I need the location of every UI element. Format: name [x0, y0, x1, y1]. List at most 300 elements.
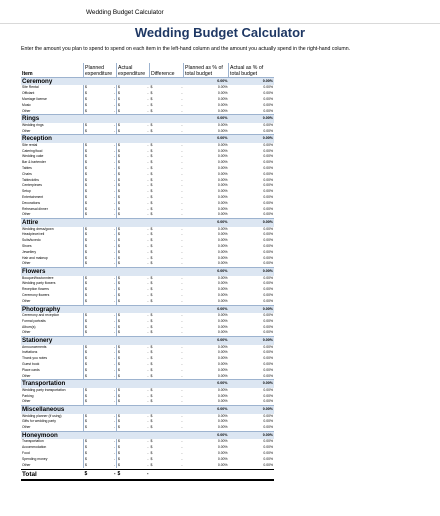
difference-value: - — [181, 393, 183, 398]
currency-symbol: $ — [85, 324, 87, 329]
currency-symbol: $ — [118, 399, 120, 404]
planned-input-content — [85, 425, 115, 431]
currency-symbol: $ — [118, 413, 120, 418]
difference-value: - — [181, 165, 183, 170]
currency-symbol: $ — [85, 97, 87, 101]
currency-symbol: $ — [118, 226, 120, 231]
currency-symbol: $ — [85, 361, 87, 366]
item-label: Other — [22, 330, 31, 335]
amount-value: - — [113, 324, 115, 329]
currency-symbol: $ — [85, 445, 87, 450]
currency-symbol: $ — [118, 261, 120, 266]
currency-symbol: $ — [150, 399, 153, 404]
currency-symbol: $ — [85, 456, 87, 461]
amount-value: - — [113, 85, 115, 90]
header-row — [21, 63, 274, 78]
difference-value: - — [181, 142, 183, 147]
difference-content — [151, 425, 183, 431]
planned-pct: 0.00% — [217, 312, 228, 317]
difference-value: - — [181, 154, 183, 159]
amount-value: - — [113, 367, 115, 372]
actual-pct: 0.00% — [263, 212, 273, 217]
currency-symbol: $ — [85, 298, 87, 303]
currency-symbol: $ — [118, 324, 120, 329]
currency-symbol: $ — [118, 275, 120, 280]
amount-value: - — [147, 387, 149, 392]
planned-pct: 0.00% — [217, 399, 228, 404]
item-label: Centerpieces — [22, 183, 42, 188]
amount-value: - — [113, 189, 115, 194]
actual-input-content — [118, 299, 149, 305]
amount-value: - — [113, 344, 115, 349]
amount-value: - — [147, 275, 149, 280]
planned-pct: 0.00% — [217, 171, 228, 176]
amount-value: - — [147, 287, 149, 292]
item-label: Site rental — [22, 142, 38, 147]
section-actual-pct: 0.00% — [229, 135, 275, 143]
difference-value: - — [181, 255, 183, 260]
amount-value: - — [147, 148, 149, 153]
section-planned-pct: 0.00% — [184, 337, 229, 345]
planned-pct: 0.00% — [217, 122, 228, 127]
planned-pct: 0.00% — [217, 292, 228, 297]
section-actual-pct: 0.00% — [229, 78, 275, 86]
currency-symbol: $ — [118, 189, 120, 194]
difference-value: - — [181, 91, 183, 96]
planned-pct: 0.00% — [217, 177, 228, 182]
section-difference — [150, 219, 184, 227]
item-label: Other — [22, 261, 31, 266]
currency-symbol: $ — [150, 318, 153, 323]
difference-value: - — [181, 344, 183, 349]
item-label: Announcements — [22, 344, 47, 349]
difference-value: - — [181, 281, 183, 286]
section-difference — [150, 431, 184, 439]
currency-symbol: $ — [150, 249, 153, 254]
item-label: Officiant — [22, 91, 35, 96]
total-planned-pct — [184, 470, 229, 481]
item-label: Hair and makeup — [22, 255, 48, 260]
item-label: Music — [22, 102, 31, 107]
section-title: Ceremony — [21, 78, 84, 86]
total-row — [21, 470, 274, 481]
currency-symbol: $ — [150, 413, 153, 418]
planned-pct: 0.00% — [217, 419, 228, 424]
currency-symbol: $ — [150, 194, 153, 199]
currency-symbol: $ — [150, 367, 153, 372]
difference-value: - — [181, 292, 183, 297]
amount-value: - — [113, 471, 116, 478]
item-label: Wedding party transportation — [22, 387, 66, 392]
amount-value: - — [113, 243, 115, 248]
amount-value: - — [147, 298, 149, 303]
section-title: Miscellaneous — [21, 406, 84, 414]
actual-pct: 0.00% — [263, 413, 273, 418]
currency-symbol: $ — [118, 298, 120, 303]
section-actual — [117, 78, 150, 86]
currency-symbol: $ — [118, 419, 120, 424]
planned-pct: 0.00% — [217, 361, 228, 366]
planned-pct: 0.00% — [217, 85, 228, 90]
currency-symbol: $ — [150, 243, 153, 248]
section-title: Flowers — [21, 268, 84, 276]
actual-pct: 0.00% — [263, 102, 273, 107]
currency-symbol: $ — [118, 243, 120, 248]
section-row-stationery — [21, 337, 274, 345]
amount-value: - — [113, 122, 115, 127]
planned-pct: 0.00% — [217, 367, 228, 372]
item-label: Other — [22, 399, 31, 404]
actual-pct: 0.00% — [263, 148, 273, 153]
section-planned — [84, 431, 117, 439]
planned-input-content — [85, 399, 115, 405]
currency-symbol: $ — [150, 445, 153, 450]
item-label: Invitations — [22, 350, 38, 355]
section-title: Photography — [21, 305, 84, 313]
actual-input-content — [118, 399, 149, 405]
section-planned-pct: 0.00% — [184, 78, 229, 86]
currency-symbol: $ — [85, 330, 87, 335]
difference-value: - — [181, 160, 183, 165]
currency-symbol: $ — [85, 243, 87, 248]
difference-value: - — [181, 373, 183, 378]
total-label: Total — [21, 470, 84, 481]
currency-symbol: $ — [150, 142, 153, 147]
amount-value: - — [147, 183, 149, 188]
currency-symbol: $ — [85, 292, 87, 297]
currency-symbol: $ — [150, 238, 153, 243]
difference-value: - — [181, 330, 183, 335]
amount-value: - — [147, 456, 149, 461]
item-label: Transportation — [22, 439, 44, 444]
planned-pct: 0.00% — [217, 165, 228, 170]
section-title: Transportation — [21, 380, 84, 388]
section-planned-pct: 0.00% — [184, 115, 229, 123]
currency-symbol: $ — [118, 165, 120, 170]
currency-symbol: $ — [150, 97, 153, 101]
difference-value: - — [181, 212, 183, 217]
planned-pct: 0.00% — [217, 249, 228, 254]
planned-pct: 0.00% — [217, 212, 228, 217]
section-title: Rings — [21, 115, 84, 123]
amount-value: - — [147, 330, 149, 335]
difference-value: - — [181, 462, 183, 467]
currency-symbol: $ — [118, 287, 120, 292]
amount-value: - — [147, 194, 149, 199]
currency-symbol: $ — [85, 189, 87, 194]
currency-symbol: $ — [150, 450, 153, 455]
amount-value: - — [147, 261, 149, 266]
actual-pct: 0.00% — [263, 226, 273, 231]
amount-value: - — [113, 330, 115, 335]
currency-symbol: $ — [118, 148, 120, 153]
currency-symbol: $ — [85, 281, 87, 286]
currency-symbol: $ — [118, 206, 120, 211]
difference-content — [151, 299, 183, 305]
section-planned — [84, 268, 117, 276]
amount-value: - — [113, 148, 115, 153]
currency-symbol: $ — [85, 148, 87, 153]
section-planned-pct: 0.00% — [184, 305, 229, 313]
item-label: Bouquet/boutonniere — [22, 275, 54, 280]
actual-pct: 0.00% — [263, 165, 273, 170]
actual-input-content — [118, 374, 149, 380]
planned-pct: 0.00% — [217, 97, 228, 101]
amount-value: - — [147, 189, 149, 194]
actual-pct: 0.00% — [263, 298, 273, 303]
difference-content — [151, 330, 183, 336]
currency-symbol: $ — [85, 154, 87, 159]
amount-value: - — [147, 97, 149, 101]
section-planned — [84, 337, 117, 345]
item-label: Spending money — [22, 456, 48, 461]
amount-value: - — [113, 212, 115, 217]
difference-value: - — [181, 318, 183, 323]
currency-symbol: $ — [85, 165, 87, 170]
planned-pct: 0.00% — [217, 243, 228, 248]
actual-pct: 0.00% — [263, 194, 273, 199]
section-actual-pct: 0.00% — [229, 406, 275, 414]
currency-symbol: $ — [118, 171, 120, 176]
actual-pct: 0.00% — [263, 330, 273, 335]
section-actual — [117, 268, 150, 276]
amount-value: - — [146, 471, 149, 478]
difference-content — [151, 374, 183, 380]
currency-symbol: $ — [118, 330, 120, 335]
section-title: Attire — [21, 219, 84, 227]
currency-symbol: $ — [85, 350, 87, 355]
amount-value: - — [147, 249, 149, 254]
difference-value: - — [181, 102, 183, 107]
currency-symbol: $ — [150, 287, 153, 292]
section-planned-pct: 0.00% — [184, 380, 229, 388]
amount-value: - — [147, 373, 149, 378]
intro-text: Enter the amount you plan to spend to spend on each item in the left-hand column and the amount you actually spend in the right-hand column. — [21, 46, 351, 52]
item-label: Other — [22, 462, 31, 467]
item-label: Jewellery — [22, 249, 37, 254]
total-actual — [117, 470, 150, 481]
col-header-planned-pct: Planned as % of total budget — [184, 63, 229, 78]
amount-value: - — [147, 393, 149, 398]
amount-value: - — [113, 255, 115, 260]
section-planned — [84, 406, 117, 414]
currency-symbol: $ — [118, 238, 120, 243]
difference-content — [151, 129, 183, 135]
difference-value: - — [181, 206, 183, 211]
amount-value: - — [147, 212, 149, 217]
item-label: Ceremony and reception — [22, 312, 60, 317]
actual-input-content — [118, 261, 149, 267]
item-label: Wedding dress/gown — [22, 226, 54, 231]
currency-symbol: $ — [150, 393, 153, 398]
actual-pct: 0.00% — [263, 243, 273, 248]
amount-value: - — [113, 281, 115, 286]
difference-content — [151, 109, 183, 115]
actual-pct: 0.00% — [263, 177, 273, 182]
amount-value: - — [147, 419, 149, 424]
currency-symbol: $ — [150, 122, 153, 127]
currency-symbol: $ — [85, 128, 87, 133]
currency-symbol: $ — [85, 108, 87, 113]
total-planned-content — [85, 470, 116, 479]
currency-symbol: $ — [118, 387, 120, 392]
currency-symbol: $ — [85, 238, 87, 243]
currency-symbol: $ — [85, 318, 87, 323]
section-row-transportation — [21, 380, 274, 388]
col-header-actual: Actual expenditure — [117, 63, 150, 78]
amount-value: - — [113, 361, 115, 366]
amount-value: - — [147, 399, 149, 404]
planned-input-content — [85, 129, 115, 135]
actual-pct: 0.00% — [263, 255, 273, 260]
currency-symbol: $ — [85, 312, 87, 317]
currency-symbol: $ — [85, 200, 87, 205]
section-planned — [84, 219, 117, 227]
section-actual — [117, 380, 150, 388]
amount-value: - — [113, 287, 115, 292]
currency-symbol: $ — [85, 142, 87, 147]
currency-symbol: $ — [150, 419, 153, 424]
difference-value: - — [181, 128, 183, 133]
item-label: Shoes — [22, 243, 32, 248]
amount-value: - — [147, 85, 149, 90]
section-row-ceremony — [21, 78, 274, 86]
currency-symbol: $ — [85, 450, 87, 455]
planned-pct: 0.00% — [217, 261, 228, 266]
section-planned-pct: 0.00% — [184, 268, 229, 276]
actual-pct: 0.00% — [263, 361, 273, 366]
section-row-honeymoon — [21, 431, 274, 439]
currency-symbol: $ — [85, 344, 87, 349]
amount-value: - — [113, 102, 115, 107]
difference-value: - — [181, 298, 183, 303]
actual-pct: 0.00% — [263, 456, 273, 461]
currency-symbol: $ — [118, 232, 120, 237]
currency-symbol: $ — [150, 425, 153, 430]
currency-symbol: $ — [118, 350, 120, 355]
currency-symbol: $ — [118, 462, 120, 467]
currency-symbol: $ — [150, 183, 153, 188]
section-row-photography — [21, 305, 274, 313]
currency-symbol: $ — [150, 189, 153, 194]
difference-value: - — [181, 183, 183, 188]
planned-input-content — [85, 212, 115, 218]
currency-symbol: $ — [150, 261, 153, 266]
section-difference — [150, 380, 184, 388]
amount-value: - — [147, 154, 149, 159]
currency-symbol: $ — [85, 462, 87, 467]
section-row-attire — [21, 219, 274, 227]
planned-pct: 0.00% — [217, 413, 228, 418]
currency-symbol: $ — [85, 206, 87, 211]
amount-value: - — [147, 324, 149, 329]
section-planned — [84, 135, 117, 143]
currency-symbol: $ — [84, 471, 88, 478]
difference-content — [151, 399, 183, 405]
currency-symbol: $ — [85, 275, 87, 280]
currency-symbol: $ — [85, 85, 87, 90]
amount-value: - — [113, 249, 115, 254]
currency-symbol: $ — [150, 102, 153, 107]
difference-value: - — [181, 200, 183, 205]
amount-value: - — [147, 318, 149, 323]
currency-symbol: $ — [118, 194, 120, 199]
section-difference — [150, 115, 184, 123]
difference-value: - — [181, 189, 183, 194]
currency-symbol: $ — [118, 249, 120, 254]
planned-pct: 0.00% — [217, 387, 228, 392]
actual-pct: 0.00% — [263, 318, 273, 323]
currency-symbol: $ — [118, 128, 120, 133]
difference-value: - — [181, 238, 183, 243]
planned-pct: 0.00% — [217, 108, 228, 113]
planned-pct: 0.00% — [217, 350, 228, 355]
amount-value: - — [147, 439, 149, 444]
currency-symbol: $ — [150, 344, 153, 349]
total-actual-pct — [229, 470, 275, 481]
currency-symbol: $ — [118, 344, 120, 349]
currency-symbol: $ — [150, 206, 153, 211]
section-planned-pct: 0.00% — [184, 431, 229, 439]
currency-symbol: $ — [150, 361, 153, 366]
planned-input-content — [85, 330, 115, 336]
planned-pct: 0.00% — [217, 287, 228, 292]
top-bar — [0, 0, 440, 24]
col-header-difference: Difference — [151, 71, 175, 77]
currency-symbol: $ — [150, 330, 153, 335]
actual-pct: 0.00% — [263, 356, 273, 361]
difference-value: - — [181, 148, 183, 153]
currency-symbol: $ — [150, 232, 153, 237]
item-label: Entertainment — [22, 194, 44, 199]
currency-symbol: $ — [85, 439, 87, 444]
amount-value: - — [113, 425, 115, 430]
planned-pct: 0.00% — [217, 445, 228, 450]
planned-pct: 0.00% — [217, 344, 228, 349]
col-header-actual-pct: Actual as % of total budget — [229, 63, 275, 78]
actual-pct: 0.00% — [263, 393, 273, 398]
planned-pct: 0.00% — [217, 373, 228, 378]
currency-symbol: $ — [85, 393, 87, 398]
planned-pct: 0.00% — [217, 226, 228, 231]
amount-value: - — [113, 450, 115, 455]
currency-symbol: $ — [150, 128, 153, 133]
currency-symbol: $ — [118, 361, 120, 366]
currency-symbol: $ — [118, 356, 120, 361]
actual-pct: 0.00% — [263, 312, 273, 317]
section-title: Honeymoon — [21, 431, 84, 439]
item-label: Parking — [22, 393, 34, 398]
budget-table — [21, 63, 274, 481]
amount-value: - — [113, 318, 115, 323]
currency-symbol: $ — [150, 212, 153, 217]
actual-pct: 0.00% — [263, 350, 273, 355]
currency-symbol: $ — [150, 108, 153, 113]
total-difference — [150, 470, 184, 481]
amount-value: - — [113, 128, 115, 133]
currency-symbol: $ — [118, 183, 120, 188]
actual-pct: 0.00% — [263, 142, 273, 147]
amount-value: - — [147, 91, 149, 96]
currency-symbol: $ — [150, 154, 153, 159]
amount-value: - — [113, 206, 115, 211]
actual-pct: 0.00% — [263, 154, 273, 159]
item-label: Site Rental — [22, 85, 39, 90]
currency-symbol: $ — [85, 183, 87, 188]
actual-pct: 0.00% — [263, 399, 273, 404]
amount-value: - — [113, 356, 115, 361]
difference-value: - — [181, 439, 183, 444]
